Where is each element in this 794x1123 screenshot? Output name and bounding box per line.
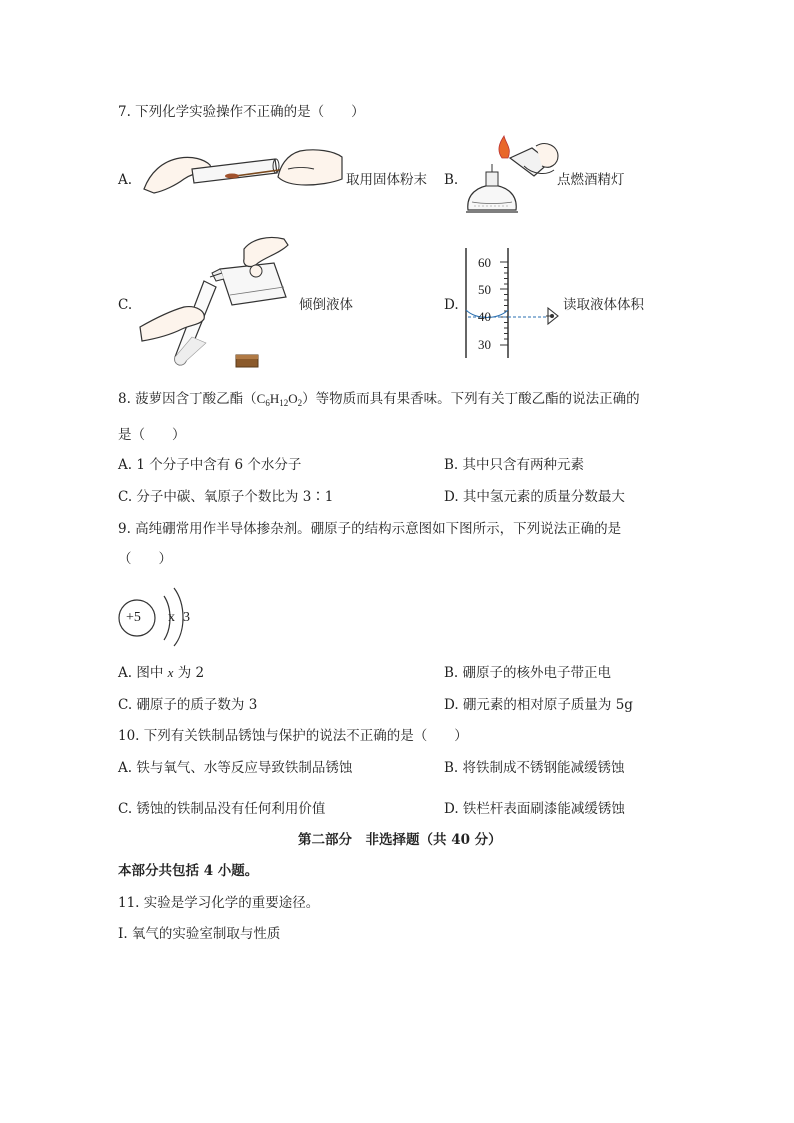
graduated-cylinder-icon <box>460 248 570 360</box>
formula-h-sub: 12 <box>279 398 289 408</box>
q9-option-a-var: x <box>167 665 174 680</box>
cylinder-tick-40: 40 <box>478 309 491 324</box>
q7-stem: 7. 下列化学实验操作不正确的是（ ） <box>118 104 365 120</box>
formula-c-sub: 6 <box>265 398 270 408</box>
part2-note: 本部分共包括 4 小题。 <box>118 863 259 879</box>
q9-option-a-suffix: 为 2 <box>173 665 205 681</box>
q7-option-c-letter: C. <box>118 297 133 313</box>
q9-option-c: C. 硼原子的质子数为 3 <box>118 697 258 713</box>
nucleus-charge: +5 <box>126 610 141 625</box>
q8-option-c: C. 分子中碳、氧原子个数比为 3∶1 <box>118 489 334 505</box>
q7-option-a-letter: A. <box>118 172 133 188</box>
q9-option-a <box>118 665 204 681</box>
q8-stem-after: ）等物质而具有果香味。下列有关丁酸乙酯的说法正确的 <box>302 391 640 407</box>
q7-option-c-caption: 倾倒液体 <box>299 297 353 313</box>
alcohol-lamp-icon <box>462 136 562 222</box>
formula-o-sub: 2 <box>297 398 303 408</box>
q11-sub1: Ⅰ. 氧气的实验室制取与性质 <box>118 926 281 942</box>
q7-option-d-caption: 读取液体体积 <box>563 297 644 313</box>
q10-option-b: B. 将铁制成不锈钢能减缓锈蚀 <box>444 760 625 776</box>
q7-option-b-letter: B. <box>444 172 459 188</box>
formula-c: C <box>256 391 266 406</box>
q7-option-a-caption: 取用固体粉末 <box>346 172 427 188</box>
pouring-liquid-icon <box>140 233 300 373</box>
q10-option-a: A. 铁与氧气、水等反应导致铁制品锈蚀 <box>118 760 353 776</box>
q9-stem: 9. 高纯硼常用作半导体掺杂剂。硼原子的结构示意图如下图所示，下列说法正确的是 <box>118 521 622 537</box>
q11-stem: 11. 实验是学习化学的重要途径。 <box>118 895 320 911</box>
shell2-electrons: 3 <box>183 610 190 625</box>
q10-option-d: D. 铁栏杆表面刷漆能减缓锈蚀 <box>444 801 625 817</box>
q10-stem: 10. 下列有关铁制品锈蚀与保护的说法不正确的是（ ） <box>118 728 468 744</box>
q8-option-a: A. 1 个分子中含有 6 个水分子 <box>118 457 302 473</box>
q9-option-a-prefix: A. 图中 <box>118 665 168 681</box>
q9-option-b: B. 硼原子的核外电子带正电 <box>444 665 612 681</box>
butyl-ester-formula <box>257 391 302 406</box>
cylinder-tick-30: 30 <box>478 337 491 352</box>
q8-stem-before: 8. 菠萝因含丁酸乙酯（ <box>118 391 257 407</box>
q8-stem-line2: 是（ ） <box>118 427 186 443</box>
formula-o: O <box>288 391 298 406</box>
shell1-electrons: x <box>168 610 175 625</box>
formula-h: H <box>269 391 280 406</box>
part2-title: 第二部分 非选择题（共 40 分） <box>298 832 502 848</box>
q8-stem <box>118 391 640 409</box>
q7-option-d-letter: D. <box>444 297 459 313</box>
powder-spatula-icon <box>140 145 345 193</box>
cylinder-tick-60: 60 <box>478 255 491 270</box>
q10-option-c: C. 锈蚀的铁制品没有任何利用价值 <box>118 801 326 817</box>
q9-option-d: D. 硼元素的相对原子质量为 5g <box>444 697 633 713</box>
q9-stem-line2: （ ） <box>118 551 172 567</box>
q7-option-b-caption: 点燃酒精灯 <box>557 172 625 188</box>
cylinder-tick-50: 50 <box>478 282 491 297</box>
q8-option-b: B. 其中只含有两种元素 <box>444 457 585 473</box>
q8-option-d: D. 其中氢元素的质量分数最大 <box>444 489 625 505</box>
